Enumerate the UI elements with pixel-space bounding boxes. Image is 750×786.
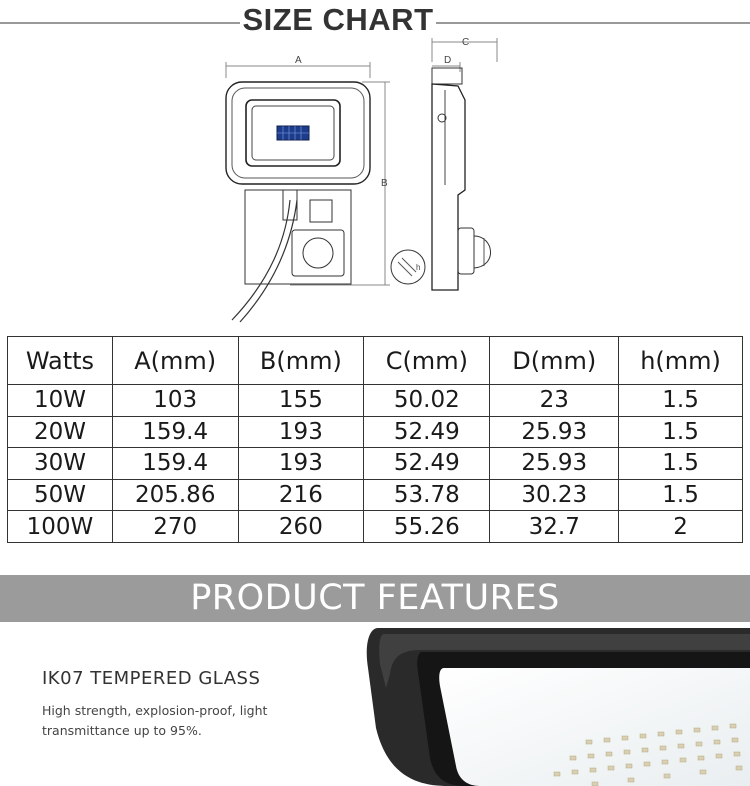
cell-h: 1.5 (619, 448, 743, 480)
cell-b: 260 (238, 511, 364, 543)
cell-b: 193 (238, 448, 364, 480)
label-c: C (462, 37, 470, 48)
header-h: h(mm) (619, 337, 743, 385)
cell-watts: 20W (8, 416, 113, 448)
cell-h: 1.5 (619, 416, 743, 448)
cell-d: 32.7 (490, 511, 619, 543)
cell-b: 155 (238, 385, 364, 417)
product-features-title: PRODUCT FEATURES (190, 578, 560, 618)
table-row (8, 479, 743, 511)
cell-a: 270 (112, 511, 238, 543)
label-h: h (416, 263, 421, 272)
cell-d: 30.23 (490, 479, 619, 511)
power-cable (232, 200, 290, 320)
cell-d: 23 (490, 385, 619, 417)
cell-watts: 30W (8, 448, 113, 480)
table-row (8, 385, 743, 417)
mounting-bracket (245, 190, 351, 284)
header-watts: Watts (8, 337, 113, 385)
cell-d: 25.93 (490, 416, 619, 448)
cell-c: 55.26 (364, 511, 490, 543)
cell-c: 50.02 (364, 385, 490, 417)
floodlight-dimension-drawing (0, 30, 750, 330)
cell-watts: 100W (8, 511, 113, 543)
cell-watts: 50W (8, 479, 113, 511)
table-header-row (8, 337, 743, 385)
feature-description: High strength, explosion-proof, light transmittance up to 95%. (42, 703, 268, 738)
pir-sensor-lens (303, 238, 333, 268)
cell-h: 1.5 (619, 479, 743, 511)
cell-a: 103 (112, 385, 238, 417)
cell-c: 52.49 (364, 448, 490, 480)
side-housing (432, 84, 465, 290)
header-rule-right (436, 22, 750, 24)
label-b: B (381, 178, 388, 189)
header-d: D(mm) (490, 337, 619, 385)
cell-c: 53.78 (364, 479, 490, 511)
product-features-banner (0, 575, 750, 622)
cell-b: 216 (238, 479, 364, 511)
cell-a: 159.4 (112, 416, 238, 448)
spec-table (7, 336, 743, 543)
feature-title: IK07 TEMPERED GLASS (42, 668, 261, 689)
header-c: C(mm) (364, 337, 490, 385)
cell-a: 205.86 (112, 479, 238, 511)
header-b: B(mm) (238, 337, 364, 385)
table-row (8, 416, 743, 448)
tempered-glass-product-photo (360, 628, 750, 786)
label-a: A (295, 55, 302, 66)
cell-h: 1.5 (619, 385, 743, 417)
cell-h: 2 (619, 511, 743, 543)
cell-a: 159.4 (112, 448, 238, 480)
table-row (8, 448, 743, 480)
cell-watts: 10W (8, 385, 113, 417)
header-rule-left (0, 22, 240, 24)
cell-b: 193 (238, 416, 364, 448)
label-d: D (444, 55, 452, 66)
pir-sensor-box (292, 230, 344, 276)
table-row (8, 511, 743, 543)
size-chart-title: SIZE CHART (242, 2, 434, 37)
header-a: A(mm) (112, 337, 238, 385)
cell-c: 52.49 (364, 416, 490, 448)
cell-d: 25.93 (490, 448, 619, 480)
